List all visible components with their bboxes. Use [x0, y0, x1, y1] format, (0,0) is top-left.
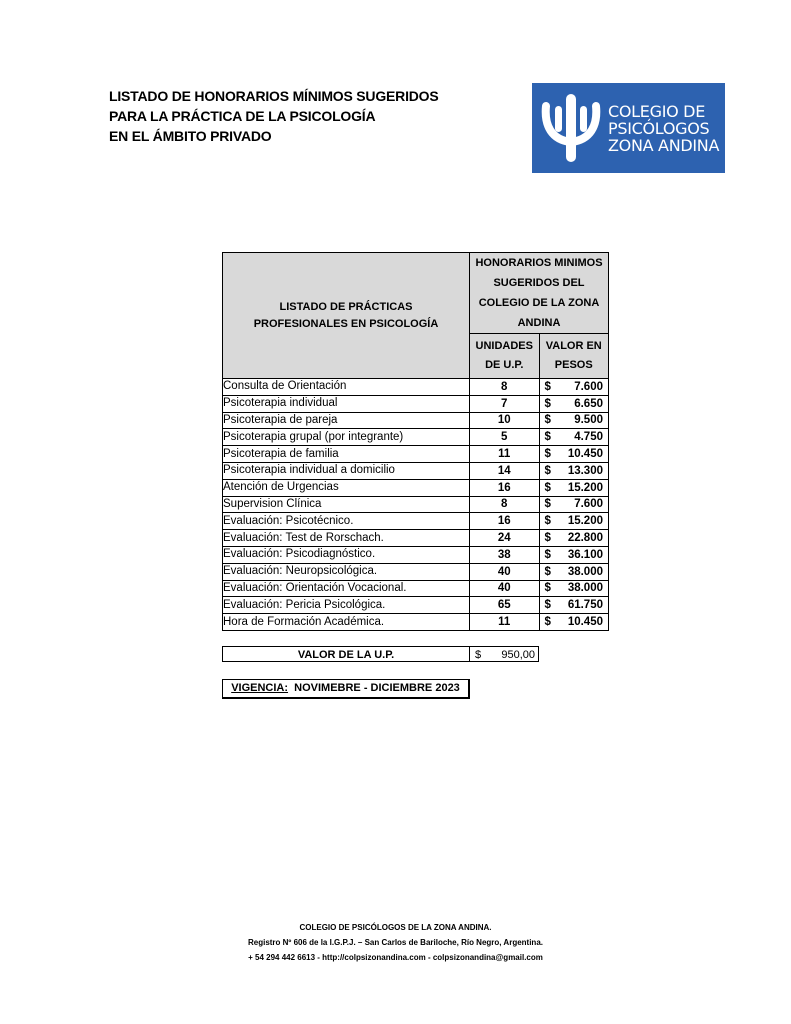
up-label: VALOR DE LA U.P. [222, 646, 469, 662]
practice-value [539, 462, 609, 479]
practice-units: 10 [470, 412, 540, 429]
practice-units: 5 [470, 429, 540, 446]
practice-name: Psicoterapia individual [223, 395, 470, 412]
practice-amount: 6.650 [574, 397, 603, 410]
practice-value [539, 479, 609, 496]
table-row [223, 530, 609, 547]
value-column-header [539, 334, 609, 379]
title-line-2: PARA LA PRÁCTICA DE LA PSICOLOGÍA [109, 108, 376, 124]
practice-units: 11 [470, 614, 540, 631]
practice-name: Consulta de Orientación [223, 379, 470, 396]
logo-text [608, 103, 719, 154]
practice-value [539, 580, 609, 597]
currency-sign: $ [544, 565, 551, 578]
validity-label: VIGENCIA: [231, 682, 289, 694]
table-row [223, 379, 609, 396]
practice-value [539, 530, 609, 547]
validity-box [222, 679, 470, 699]
practice-units: 38 [470, 546, 540, 563]
practice-value [539, 446, 609, 463]
practice-value [539, 496, 609, 513]
currency-sign: $ [544, 599, 551, 612]
table-row [223, 563, 609, 580]
logo-line-3: ZONA ANDINA [608, 135, 720, 155]
table-row [223, 429, 609, 446]
fees-header [470, 253, 609, 334]
currency-sign: $ [544, 414, 551, 427]
fees-header-line-1: HONORARIOS MINIMOS [475, 257, 603, 269]
currency-sign: $ [544, 481, 551, 494]
practice-name: Hora de Formación Académica. [223, 614, 470, 631]
table-row [223, 395, 609, 412]
value-header-line-1: VALOR EN [545, 340, 602, 352]
practice-name: Evaluación: Pericia Psicológica. [223, 597, 470, 614]
up-value-box [222, 646, 539, 662]
footer [0, 920, 791, 965]
title-line-1: LISTADO DE HONORARIOS MÍNIMOS SUGERIDOS [109, 88, 439, 104]
logo-line-2: PSICÓLOGOS [608, 118, 710, 138]
practice-amount: 7.600 [574, 498, 603, 511]
table-row [223, 496, 609, 513]
currency-sign: $ [544, 515, 551, 528]
practice-units: 40 [470, 580, 540, 597]
table-row [223, 462, 609, 479]
practice-name: Evaluación: Orientación Vocacional. [223, 580, 470, 597]
value-header-line-2: PESOS [554, 359, 593, 371]
table-row [223, 513, 609, 530]
fees-header-line-2: SUGERIDOS DEL [493, 277, 585, 289]
practice-units: 11 [470, 446, 540, 463]
table-row [223, 446, 609, 463]
table-row [223, 546, 609, 563]
practice-amount: 36.100 [567, 548, 603, 561]
colegio-logo [532, 83, 725, 173]
practice-value [539, 395, 609, 412]
practice-amount: 38.000 [567, 565, 603, 578]
validity-period: NOVIMEBRE - DICIEMBRE 2023 [294, 682, 460, 694]
practice-value [539, 614, 609, 631]
practice-amount: 10.450 [567, 448, 603, 461]
practice-value [539, 412, 609, 429]
practice-amount: 13.300 [567, 464, 603, 477]
practice-amount: 15.200 [567, 481, 603, 494]
currency-sign: $ [544, 498, 551, 511]
practice-amount: 22.800 [567, 532, 603, 545]
practice-units: 7 [470, 395, 540, 412]
up-amount: 950,00 [501, 649, 535, 661]
practice-amount: 61.750 [567, 599, 603, 612]
practice-name: Evaluación: Test de Rorschach. [223, 530, 470, 547]
up-value [469, 646, 539, 662]
practice-name: Psicoterapia de familia [223, 446, 470, 463]
psi-symbol-icon [540, 92, 602, 164]
practice-amount: 15.200 [567, 515, 603, 528]
practice-value [539, 563, 609, 580]
practices-header-line-1: LISTADO DE PRÁCTICAS [279, 300, 413, 313]
practice-name: Psicoterapia individual a domicilio [223, 462, 470, 479]
table-row [223, 614, 609, 631]
practice-value [539, 546, 609, 563]
currency-sign: $ [544, 464, 551, 477]
practice-name: Evaluación: Neuropsicológica. [223, 563, 470, 580]
currency-sign: $ [544, 532, 551, 545]
fees-table [222, 252, 609, 631]
table-row [223, 597, 609, 614]
practice-value [539, 513, 609, 530]
practice-amount: 7.600 [574, 380, 603, 393]
table-row [223, 580, 609, 597]
practice-name: Atención de Urgencias [223, 479, 470, 496]
currency-sign: $ [544, 616, 551, 629]
currency-sign: $ [544, 448, 551, 461]
practice-name: Psicoterapia de pareja [223, 412, 470, 429]
table-row [223, 479, 609, 496]
practice-units: 16 [470, 513, 540, 530]
practice-units: 16 [470, 479, 540, 496]
practice-units: 8 [470, 496, 540, 513]
practice-name: Psicoterapia grupal (por integrante) [223, 429, 470, 446]
fees-header-line-3: COLEGIO DE LA ZONA [478, 297, 600, 309]
practice-units: 24 [470, 530, 540, 547]
practice-amount: 4.750 [574, 431, 603, 444]
document-title [109, 86, 439, 146]
units-header-line-1: UNIDADES [475, 340, 533, 352]
practice-value [539, 379, 609, 396]
footer-line-1: COLEGIO DE PSICÓLOGOS DE LA ZONA ANDINA. [299, 923, 492, 932]
currency-sign: $ [544, 431, 551, 444]
units-column-header [470, 334, 540, 379]
practice-units: 40 [470, 563, 540, 580]
title-line-3: EN EL ÁMBITO PRIVADO [109, 128, 272, 144]
up-currency: $ [475, 649, 482, 661]
currency-sign: $ [544, 582, 551, 595]
practice-name: Evaluación: Psicodiagnóstico. [223, 546, 470, 563]
fees-header-line-4: ANDINA [517, 317, 561, 329]
practice-value [539, 597, 609, 614]
footer-line-2: Registro Nº 606 de la I.G.P.J. – San Carlos de Bariloche, Río Negro, Argentina. [247, 938, 543, 947]
practice-name: Supervision Clínica [223, 496, 470, 513]
practice-units: 65 [470, 597, 540, 614]
currency-sign: $ [544, 548, 551, 561]
currency-sign: $ [544, 380, 551, 393]
practices-header-line-2: PROFESIONALES EN PSICOLOGÍA [253, 317, 439, 330]
practice-amount: 38.000 [567, 582, 603, 595]
practice-value [539, 429, 609, 446]
practice-units: 14 [470, 462, 540, 479]
table-row [223, 412, 609, 429]
practice-amount: 10.450 [567, 616, 603, 629]
practice-amount: 9.500 [574, 414, 603, 427]
practice-units: 8 [470, 379, 540, 396]
practices-header [223, 253, 470, 379]
units-header-line-2: DE U.P. [485, 359, 524, 371]
currency-sign: $ [544, 397, 551, 410]
practice-name: Evaluación: Psicotécnico. [223, 513, 470, 530]
logo-line-1: COLEGIO DE [608, 101, 706, 121]
footer-line-3: + 54 294 442 6613 - http://colpsizonandina.com - colpsizonandina@gmail.com [248, 953, 543, 962]
